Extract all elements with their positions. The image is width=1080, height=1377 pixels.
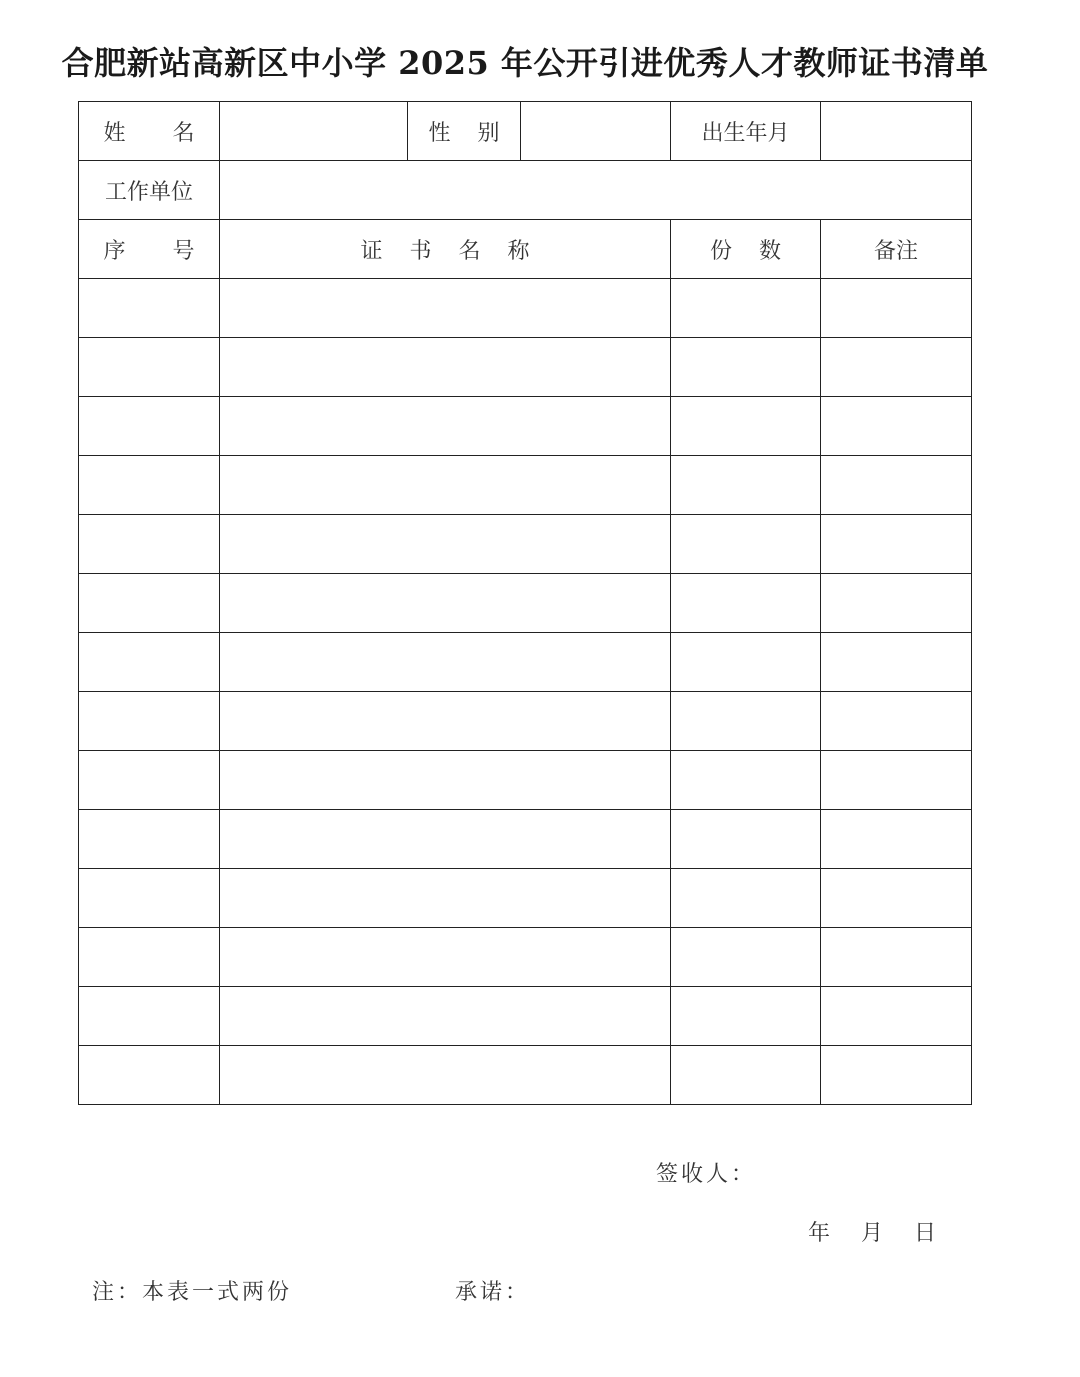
table-row <box>79 751 972 810</box>
remark-cell[interactable] <box>821 397 972 456</box>
certificate-name-cell[interactable] <box>220 456 671 515</box>
birth-date-field[interactable] <box>821 102 972 161</box>
certificate-name-cell[interactable] <box>220 692 671 751</box>
remark-cell[interactable] <box>821 987 972 1046</box>
certificate-name-cell[interactable] <box>220 928 671 987</box>
serial-number-cell[interactable] <box>79 456 220 515</box>
certificate-name-cell[interactable] <box>220 574 671 633</box>
table-row <box>79 692 972 751</box>
serial-number-cell[interactable] <box>79 810 220 869</box>
copy-count-cell[interactable] <box>671 574 821 633</box>
remark-cell[interactable] <box>821 692 972 751</box>
copy-count-cell[interactable] <box>671 987 821 1046</box>
table-row <box>79 397 972 456</box>
serial-number-cell[interactable] <box>79 869 220 928</box>
remark-cell[interactable] <box>821 633 972 692</box>
remark-cell[interactable] <box>821 574 972 633</box>
certificate-name-cell[interactable] <box>220 515 671 574</box>
remark-cell[interactable] <box>821 456 972 515</box>
name-field[interactable] <box>220 102 408 161</box>
copy-count-cell[interactable] <box>671 751 821 810</box>
table-row <box>79 810 972 869</box>
page-title: 合肥新站高新区中小学 2025 年公开引进优秀人才教师证书清单 <box>61 44 989 82</box>
serial-number-cell[interactable] <box>79 338 220 397</box>
copy-count-cell[interactable] <box>671 397 821 456</box>
name-label: 姓 名 <box>79 102 220 161</box>
certificate-name-cell[interactable] <box>220 338 671 397</box>
serial-number-cell[interactable] <box>79 751 220 810</box>
table-row <box>79 1046 972 1105</box>
copy-count-cell[interactable] <box>671 279 821 338</box>
certificate-name-cell[interactable] <box>220 633 671 692</box>
copy-count-cell[interactable] <box>671 869 821 928</box>
table-row <box>79 574 972 633</box>
serial-number-cell[interactable] <box>79 1046 220 1105</box>
date-line: 年 月 日 <box>808 1221 936 1246</box>
copy-count-cell[interactable] <box>671 633 821 692</box>
work-unit-field[interactable] <box>220 161 972 220</box>
copy-count-header: 份 数 <box>671 220 821 279</box>
table-row <box>79 869 972 928</box>
remark-cell[interactable] <box>821 869 972 928</box>
column-header-row <box>79 220 972 279</box>
copy-count-cell[interactable] <box>671 928 821 987</box>
certificate-name-cell[interactable] <box>220 810 671 869</box>
serial-number-cell[interactable] <box>79 692 220 751</box>
certificate-list-table <box>78 101 972 1105</box>
receiver-signature-label: 签收人： <box>656 1162 757 1187</box>
work-unit-row <box>79 161 972 220</box>
certificate-name-cell[interactable] <box>220 987 671 1046</box>
serial-number-cell[interactable] <box>79 633 220 692</box>
promise-label: 承诺： <box>455 1280 531 1305</box>
copies-note: 注：本表一式两份 <box>92 1280 293 1305</box>
copy-count-cell[interactable] <box>671 515 821 574</box>
serial-number-cell[interactable] <box>79 574 220 633</box>
gender-label: 性 别 <box>408 102 521 161</box>
table-row <box>79 279 972 338</box>
copy-count-cell[interactable] <box>671 338 821 397</box>
certificate-name-header: 证 书 名 称 <box>220 220 671 279</box>
table-row <box>79 338 972 397</box>
certificate-name-cell[interactable] <box>220 1046 671 1105</box>
serial-number-cell[interactable] <box>79 928 220 987</box>
certificate-name-cell[interactable] <box>220 869 671 928</box>
work-unit-label: 工作单位 <box>79 161 220 220</box>
table-row <box>79 987 972 1046</box>
serial-number-cell[interactable] <box>79 987 220 1046</box>
table-body <box>79 102 972 1105</box>
remark-cell[interactable] <box>821 1046 972 1105</box>
remark-cell[interactable] <box>821 279 972 338</box>
serial-number-cell[interactable] <box>79 397 220 456</box>
table-row <box>79 633 972 692</box>
serial-number-cell[interactable] <box>79 515 220 574</box>
certificate-name-cell[interactable] <box>220 751 671 810</box>
remark-cell[interactable] <box>821 751 972 810</box>
serial-number-header: 序 号 <box>79 220 220 279</box>
copy-count-cell[interactable] <box>671 810 821 869</box>
remark-cell[interactable] <box>821 810 972 869</box>
serial-number-cell[interactable] <box>79 279 220 338</box>
remark-cell[interactable] <box>821 338 972 397</box>
table-row <box>79 515 972 574</box>
personal-info-row <box>79 102 972 161</box>
copy-count-cell[interactable] <box>671 1046 821 1105</box>
remark-header: 备注 <box>821 220 972 279</box>
copy-count-cell[interactable] <box>671 692 821 751</box>
remark-cell[interactable] <box>821 928 972 987</box>
table-row <box>79 928 972 987</box>
birth-date-label: 出生年月 <box>671 102 821 161</box>
certificate-name-cell[interactable] <box>220 279 671 338</box>
copy-count-cell[interactable] <box>671 456 821 515</box>
remark-cell[interactable] <box>821 515 972 574</box>
table-row <box>79 456 972 515</box>
gender-field[interactable] <box>521 102 671 161</box>
certificate-name-cell[interactable] <box>220 397 671 456</box>
